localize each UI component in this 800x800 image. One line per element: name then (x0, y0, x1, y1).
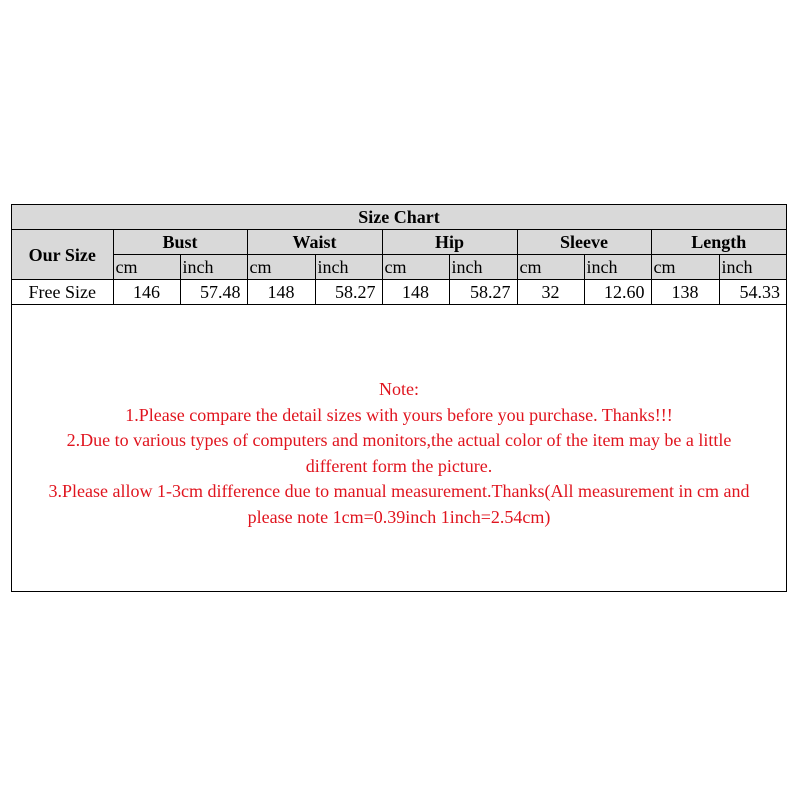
sleeve-inch-unit: inch (584, 255, 651, 280)
waist-cm-value: 148 (247, 280, 315, 305)
bust-header: Bust (113, 230, 247, 255)
hip-inch-unit: inch (449, 255, 517, 280)
waist-cm-unit: cm (247, 255, 315, 280)
note-line: please note 1cm=0.39inch 1inch=2.54cm) (247, 506, 551, 527)
size-chart-title: Size Chart (12, 205, 786, 230)
our-size-header: Our Size (12, 230, 113, 280)
sleeve-header: Sleeve (517, 230, 651, 255)
length-cm-value: 138 (651, 280, 719, 305)
note-line: 3.Please allow 1-3cm difference due to manual measurement.Thanks(All measurement in cm and (48, 481, 750, 501)
note-line: 1.Please compare the detail sizes with yours before you purchase. Thanks!!! (125, 404, 673, 425)
size-chart-table (12, 205, 786, 305)
note-line: different form the picture. (305, 455, 493, 476)
note-heading: Note: (379, 379, 419, 399)
waist-inch-value: 58.27 (315, 280, 382, 305)
waist-inch-unit: inch (315, 255, 382, 280)
table-row (12, 280, 786, 305)
free-size-label: Free Size (12, 280, 113, 305)
hip-cm-value: 148 (382, 280, 449, 305)
sleeve-cm-unit: cm (517, 255, 584, 280)
sleeve-cm-value: 32 (517, 280, 584, 305)
sleeve-inch-value: 12.60 (584, 280, 651, 305)
note-line: 2.Due to various types of computers and monitors,the actual color of the item may be a little (66, 430, 732, 450)
length-cm-unit: cm (651, 255, 719, 280)
hip-header: Hip (382, 230, 517, 255)
bust-cm-unit: cm (113, 255, 180, 280)
length-header: Length (651, 230, 786, 255)
length-inch-unit: inch (719, 255, 786, 280)
bust-cm-value: 146 (113, 280, 180, 305)
waist-header: Waist (247, 230, 382, 255)
hip-cm-unit: cm (382, 255, 449, 280)
size-chart-sheet (11, 204, 787, 592)
hip-inch-value: 58.27 (449, 280, 517, 305)
length-inch-value: 54.33 (719, 280, 786, 305)
bust-inch-value: 57.48 (180, 280, 247, 305)
bust-inch-unit: inch (180, 255, 247, 280)
notes-block (12, 377, 786, 530)
